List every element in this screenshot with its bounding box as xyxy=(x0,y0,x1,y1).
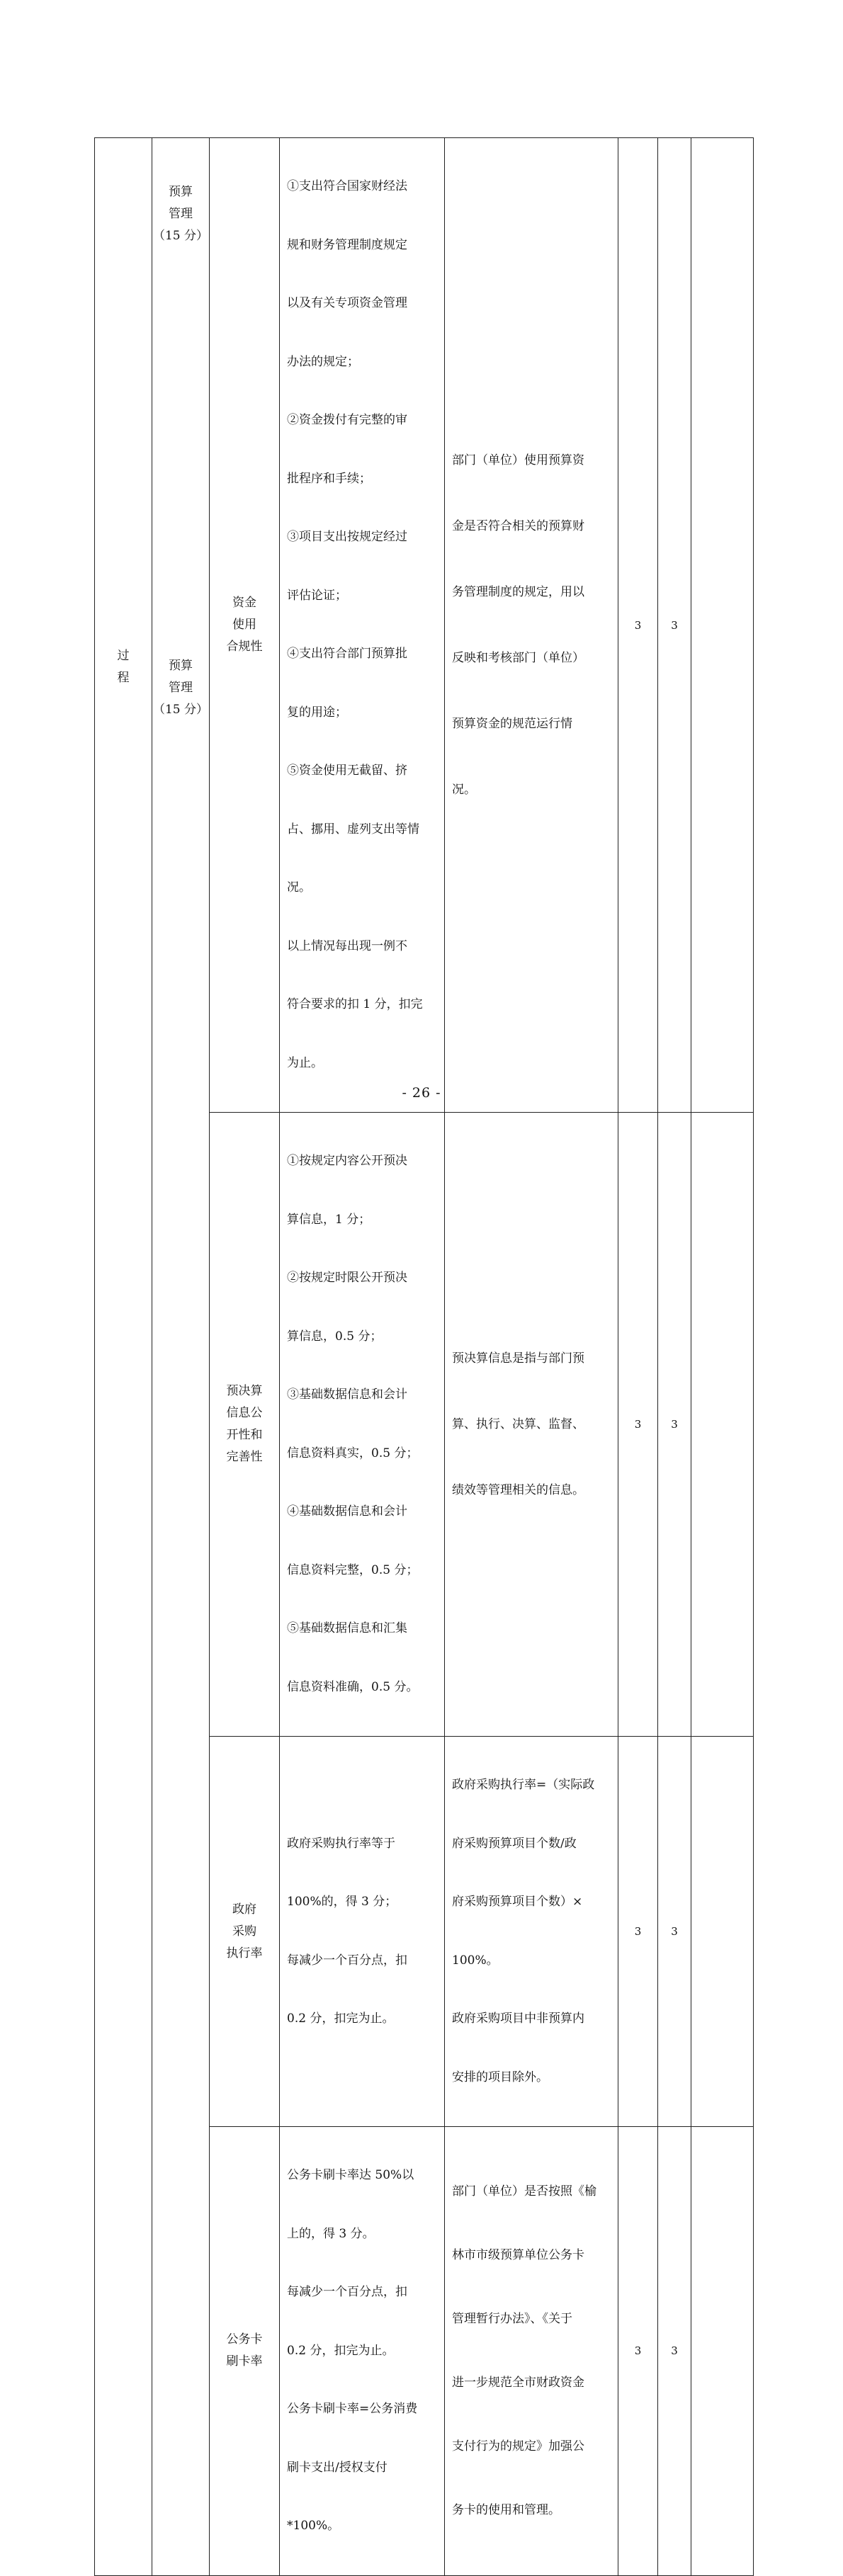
explanation-cell: 预决算信息是指与部门预 算、执行、决算、监督、 绩效等管理相关的信息。 xyxy=(445,1113,618,1737)
indicator-cell: 预决算 信息公 开性和 完善性 xyxy=(210,1113,280,1737)
indicator-cell: 资金 使用 合规性 xyxy=(210,138,280,1113)
score-cell: 3 xyxy=(618,1737,658,2127)
explanation-cell: 部门（单位）使用预算资 金是否符合相关的预算财 务管理制度的规定，用以 反映和考核部门（单位） 预算资金的规范运行情 况。 xyxy=(445,138,618,1113)
indicator-cell: 公务卡 刷卡率 xyxy=(210,2127,280,2576)
criteria-cell: 政府采购执行率等于 100%的，得 3 分； 每减少一个百分点，扣 0.2 分，扣完为止。 xyxy=(280,1737,445,2127)
result-cell: 3 xyxy=(658,1737,691,2127)
remark-cell xyxy=(691,1113,754,1737)
indicator-cell: 政府 采购 执行率 xyxy=(210,1737,280,2127)
remark-cell xyxy=(691,138,754,1113)
score-cell: 3 xyxy=(618,138,658,1113)
remark-cell xyxy=(691,1737,754,2127)
result-cell: 3 xyxy=(658,138,691,1113)
table-row xyxy=(95,138,754,1113)
score-cell: 3 xyxy=(618,2127,658,2576)
evaluation-table xyxy=(94,137,754,2576)
criteria-cell: 公务卡刷卡率达 50%以 上的，得 3 分。 每减少一个百分点，扣 0.2 分，扣完为止。 公务卡刷卡率=公务消费 刷卡支出/授权支付 *100%。 xyxy=(280,2127,445,2576)
result-cell: 3 xyxy=(658,1113,691,1737)
level1-category-label: 过 程 xyxy=(117,649,130,685)
level1-category-cell xyxy=(95,138,152,2576)
explanation-cell: 部门（单位）是否按照《榆 林市市级预算单位公务卡 管理暂行办法》、《关于 进一步规范全市财政资金 支付行为的规定》加强公 务卡的使用和管理。 xyxy=(445,2127,618,2576)
level2-category-label-top: 预算 管理 （15 分） xyxy=(152,185,209,243)
score-cell: 3 xyxy=(618,1113,658,1737)
result-cell: 3 xyxy=(658,2127,691,2576)
criteria-cell: ①按规定内容公开预决 算信息，1 分； ②按规定时限公开预决 算信息，0.5 分； ③基础数据信息和会计 信息资料真实，0.5 分； ④基础数据信息和会计 信息资料完整，0.5 分； ⑤基础数据信息和汇集 信息资料准确，0.5 分。 xyxy=(280,1113,445,1737)
page-number: - 26 - xyxy=(402,1085,441,1101)
level2-category-label-middle: 预算 管理 （15 分） xyxy=(152,659,209,717)
remark-cell xyxy=(691,2127,754,2576)
explanation-cell: 政府采购执行率=（实际政 府采购预算项目个数/政 府采购预算项目个数）× 100%。 政府采购项目中非预算内 安排的项目除外。 xyxy=(445,1737,618,2127)
level2-category-cell xyxy=(152,138,210,2576)
criteria-cell: ①支出符合国家财经法 规和财务管理制度规定 以及有关专项资金管理 办法的规定； ②资金拨付有完整的审 批程序和手续； ③项目支出按规定经过 评估论证； ④支出符合部门预算批 复的用途； ⑤资金使用无截留、挤 占、挪用、虚列支出等情 况。 以上情况每出现一例不 符合要求的扣 1 分，扣完 为止。 xyxy=(280,138,445,1113)
